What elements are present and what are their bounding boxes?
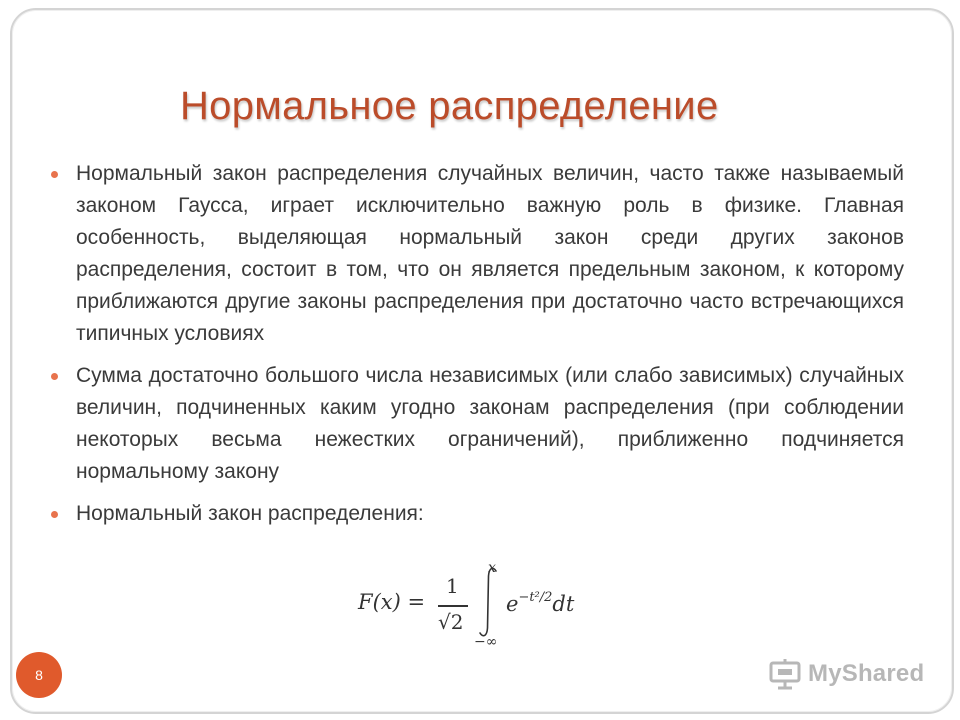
bullet-text: Сумма достаточно большого числа независимых (или слабо зависимых) случайных величин, подчиненных каким угодно законам распределения (при соблюдении некоторых весьма нежестких ограничений), приближенно подчиняется нормальному закону — [76, 364, 904, 483]
bullet-list — [76, 158, 904, 540]
watermark-text: MyShared — [808, 660, 925, 687]
integrand-differential: dt — [552, 592, 575, 616]
bullet-item — [76, 360, 904, 488]
bullet-marker-icon — [51, 171, 58, 178]
integrand-exponent: −t²/2 — [518, 590, 553, 605]
presentation-board-icon — [768, 657, 802, 691]
integral-upper-limit: x — [488, 560, 496, 576]
bullet-text: Нормальный закон распределения случайных величин, часто также называемый законом Гаусса, играет исключительно важную роль в физике. Главная особенность, выделяющая нормальный закон среди других законов распределения, состоит в том, что он является предельным законом, к которому приближаются другие законы распределения при достаточно часто встречающихся типичных условиях — [76, 162, 904, 345]
formula-integrand — [506, 590, 574, 616]
formula-denominator: √2 — [438, 610, 464, 634]
normal-distribution-formula — [354, 560, 614, 656]
integral-lower-limit: −∞ — [474, 634, 498, 650]
slide-number-badge: 8 — [16, 652, 62, 698]
bullet-marker-icon — [51, 511, 58, 518]
formula-lhs: F(x) = — [358, 590, 426, 614]
bullet-item — [76, 158, 904, 350]
fraction-bar — [438, 605, 468, 607]
bullet-item — [76, 498, 904, 530]
formula-numerator: 1 — [446, 574, 459, 598]
slide-title: Нормальное распределение — [180, 84, 719, 128]
integral-sign-icon — [476, 566, 500, 638]
integrand-base: e — [506, 592, 519, 616]
bullet-marker-icon — [51, 373, 58, 380]
watermark — [768, 656, 924, 692]
bullet-text: Нормальный закон распределения: — [76, 502, 424, 525]
